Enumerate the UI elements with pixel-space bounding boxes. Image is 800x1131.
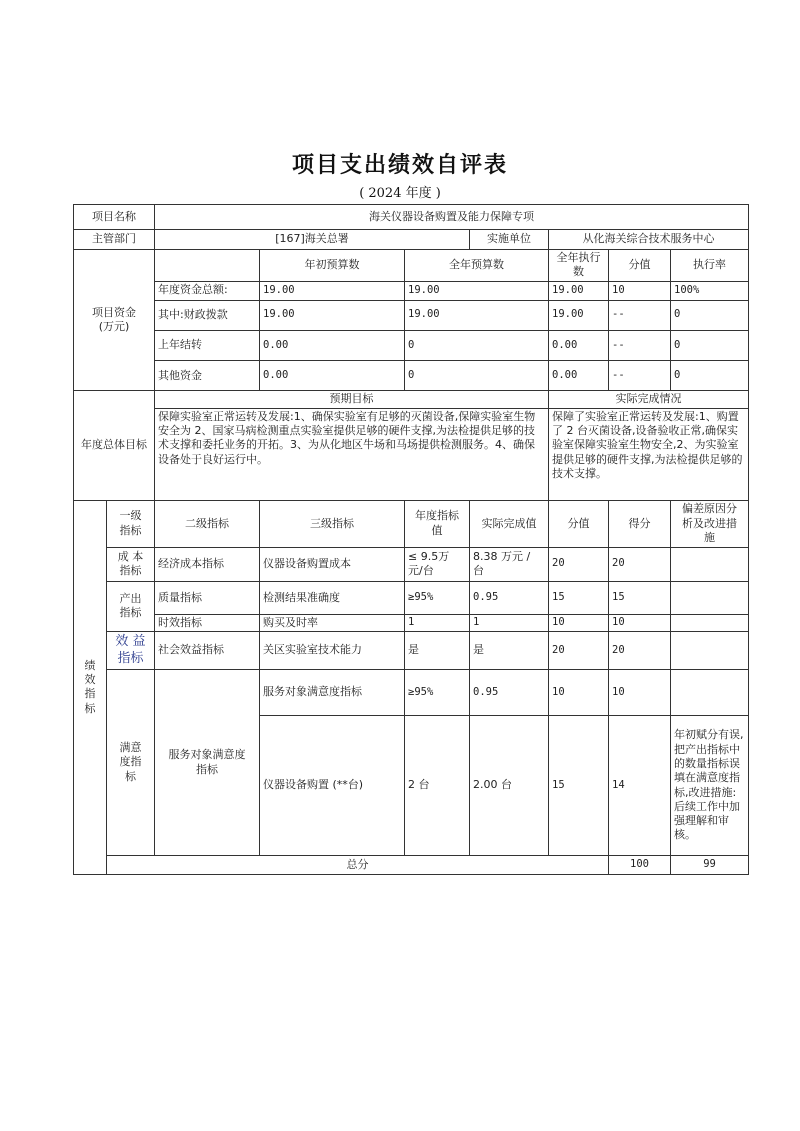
funds-blank-cell: [155, 250, 260, 282]
time-level3: 购买及时率: [260, 614, 405, 631]
funds-col-score: 分值: [609, 250, 671, 282]
funds-row-rate: 0: [671, 361, 749, 391]
page-title: 项目支出绩效自评表: [291, 152, 508, 178]
benefit-reason: [671, 632, 749, 670]
satisfaction2-target: 2 台: [405, 716, 470, 856]
quality-reason: [671, 581, 749, 614]
time-score: 10: [549, 614, 609, 631]
funds-row-score: --: [609, 330, 671, 360]
header-level2: 二级指标: [155, 500, 260, 547]
funds-row-exec: 0.00: [549, 361, 609, 391]
total-points: 99: [671, 856, 749, 875]
header-points: 得分: [609, 500, 671, 547]
quality-actual: 0.95: [470, 581, 549, 614]
performance-indicators-label: 绩 效 指 标: [74, 500, 107, 874]
time-actual: 1: [470, 614, 549, 631]
funds-row-initial: 19.00: [260, 281, 405, 300]
time-reason: [671, 614, 749, 631]
total-score: 100: [609, 856, 671, 875]
dept-label: 主管部门: [74, 230, 155, 250]
benefit-actual: 是: [470, 632, 549, 670]
quality-target: ≥95%: [405, 581, 470, 614]
funds-row-full: 0: [405, 330, 549, 360]
year-subtitle: ( 2024 年度 ): [359, 186, 441, 201]
quality-score: 15: [549, 581, 609, 614]
expected-goal-text: 保障实验室正常运转及发展:1、确保实验室有足够的灭菌设备,保障实验室生物安全为 2、国家马病检测重点实验室提供足够的硬件支撑,为法检提供足够的技术支撑和委托业务的开拓。3、为从化地区牛场和马场提供检测服务。4、确保设备处于良好运行中。: [155, 408, 549, 500]
funds-row-full: 0: [405, 361, 549, 391]
satisfaction2-reason: 年初赋分有误,把产出指标中的数量指标误填在满意度指标,改进措施:后续工作中加强理解和审核。: [671, 716, 749, 856]
time-level2: 时效指标: [155, 614, 260, 631]
header-score: 分值: [549, 500, 609, 547]
funds-row-full: 19.00: [405, 281, 549, 300]
quality-level2: 质量指标: [155, 581, 260, 614]
funds-row-score: --: [609, 361, 671, 391]
satisfaction1-score: 10: [549, 670, 609, 716]
funds-row-exec: 0.00: [549, 330, 609, 360]
satisfaction1-points: 10: [609, 670, 671, 716]
satisfaction1-reason: [671, 670, 749, 716]
satisfaction2-score: 15: [549, 716, 609, 856]
expected-goal-header: 预期目标: [155, 391, 549, 408]
funds-row-label: 其中:财政拨款: [155, 300, 260, 330]
satisfaction-level2: 服务对象满意度 指标: [155, 670, 260, 856]
satisfaction1-actual: 0.95: [470, 670, 549, 716]
funds-label: 项目资金 (万元): [74, 250, 155, 391]
satisfaction-indicator-label: 满意 度指 标: [107, 670, 155, 856]
actual-goal-header: 实际完成情况: [549, 391, 749, 408]
funds-row-score: 10: [609, 281, 671, 300]
satisfaction1-level3: 服务对象满意度指标: [260, 670, 405, 716]
cost-score: 20: [549, 547, 609, 581]
funds-row-initial: 0.00: [260, 330, 405, 360]
annual-goal-label: 年度总体目标: [74, 391, 155, 500]
header-actual: 实际完成值: [470, 500, 549, 547]
funds-row-exec: 19.00: [549, 300, 609, 330]
funds-col-full: 全年预算数: [405, 250, 549, 282]
dept-value: [167]海关总署: [155, 230, 470, 250]
actual-goal-text: 保障了实验室正常运转及发展:1、购置了 2 台灭菌设备,设备验收正常,确保实验室保障实验室生物安全,2、为实验室提供足够的硬件支撑,为法检提供足够的技术支撑。: [549, 408, 749, 500]
total-label: 总分: [107, 856, 609, 875]
quality-points: 15: [609, 581, 671, 614]
funds-row-label: 上年结转: [155, 330, 260, 360]
funds-col-initial: 年初预算数: [260, 250, 405, 282]
time-points: 10: [609, 614, 671, 631]
funds-row-label: 其他资金: [155, 361, 260, 391]
satisfaction1-target: ≥95%: [405, 670, 470, 716]
project-name-label: 项目名称: [74, 205, 155, 230]
evaluation-table: [73, 204, 749, 875]
satisfaction2-points: 14: [609, 716, 671, 856]
benefit-indicator-label: 效 益 指标: [107, 632, 155, 670]
benefit-target: 是: [405, 632, 470, 670]
funds-row-full: 19.00: [405, 300, 549, 330]
project-name: 海关仪器设备购置及能力保障专项: [155, 205, 749, 230]
benefit-score: 20: [549, 632, 609, 670]
cost-target: ≤ 9.5万 元/台: [405, 547, 470, 581]
cost-indicator-label: 成 本 指标: [107, 547, 155, 581]
funds-col-rate: 执行率: [671, 250, 749, 282]
time-target: 1: [405, 614, 470, 631]
funds-row-rate: 0: [671, 300, 749, 330]
unit-label: 实施单位: [470, 230, 549, 250]
output-indicator-label: 产出 指标: [107, 581, 155, 631]
cost-reason: [671, 547, 749, 581]
benefit-level2: 社会效益指标: [155, 632, 260, 670]
unit-value: 从化海关综合技术服务中心: [549, 230, 749, 250]
funds-row-exec: 19.00: [549, 281, 609, 300]
funds-row-label: 年度资金总额:: [155, 281, 260, 300]
funds-row-score: --: [609, 300, 671, 330]
header-level1: 一级 指标: [107, 500, 155, 547]
funds-row-initial: 19.00: [260, 300, 405, 330]
cost-level2: 经济成本指标: [155, 547, 260, 581]
funds-col-exec: 全年执行数: [549, 250, 609, 282]
cost-actual: 8.38 万元 / 台: [470, 547, 549, 581]
funds-row-rate: 100%: [671, 281, 749, 300]
satisfaction2-level3: 仪器设备购置 (**台): [260, 716, 405, 856]
benefit-points: 20: [609, 632, 671, 670]
benefit-level3: 关区实验室技术能力: [260, 632, 405, 670]
satisfaction2-actual: 2.00 台: [470, 716, 549, 856]
header-target: 年度指标 值: [405, 500, 470, 547]
quality-level3: 检测结果准确度: [260, 581, 405, 614]
cost-level3: 仪器设备购置成本: [260, 547, 405, 581]
header-level3: 三级指标: [260, 500, 405, 547]
header-reason: 偏差原因分 析及改进措 施: [671, 500, 749, 547]
funds-row-rate: 0: [671, 330, 749, 360]
cost-points: 20: [609, 547, 671, 581]
funds-row-initial: 0.00: [260, 361, 405, 391]
